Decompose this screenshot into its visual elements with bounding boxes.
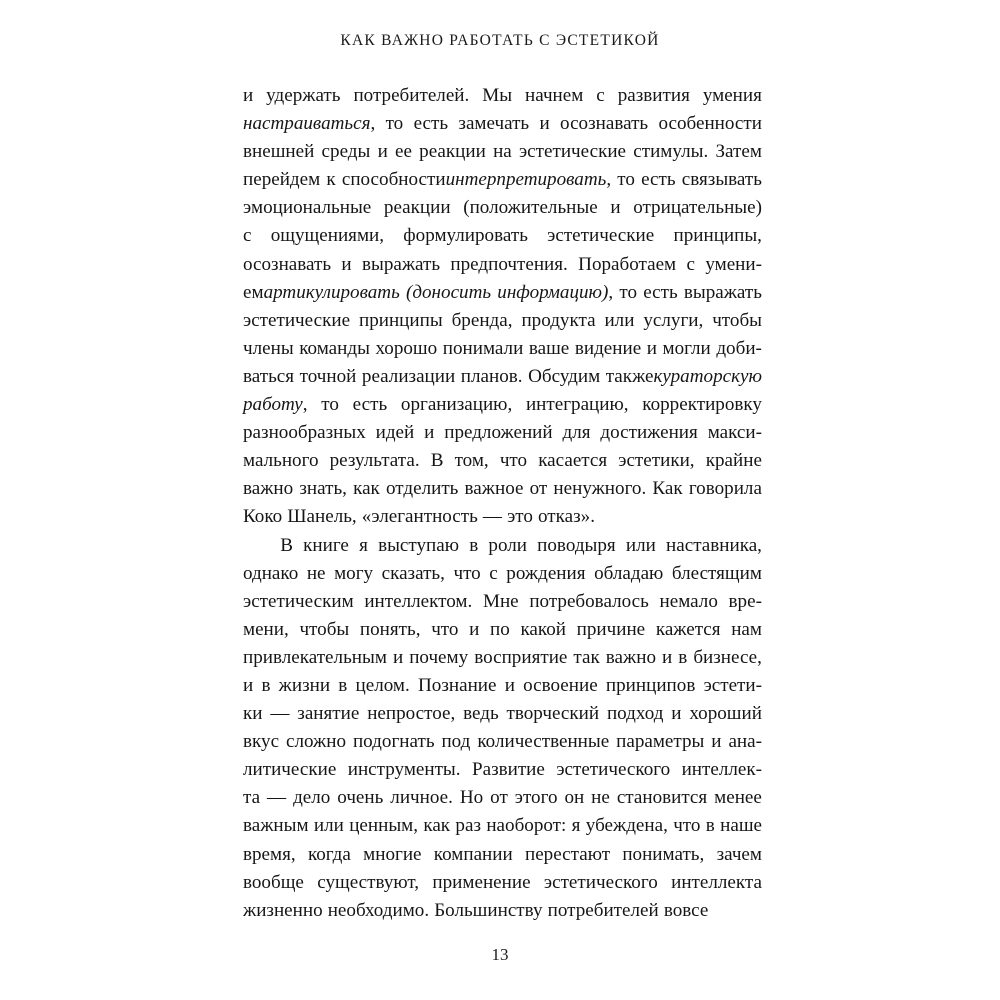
paragraph (243, 82, 762, 532)
text-line: время, когда многие компании перестают понимать, зачем (243, 843, 762, 865)
text-line: однако не могу сказать, что с рождения обладаю блестящим (243, 562, 762, 584)
text-line: В книге я выступаю в роли поводыря или наставника, (280, 534, 762, 556)
text-line: настраиваться, то есть замечать и осознавать особенности (243, 113, 762, 135)
text-line: и удержать потребителей. Мы начнем с развития умения (243, 85, 762, 106)
text-line: разнообразных идей и предложений для достижения макси- (243, 422, 762, 444)
text-line: привлекательным и почему восприятие так важно и в бизнесе, (243, 646, 762, 668)
text-line: с ощущениями, формулировать эстетические принципы, (243, 225, 762, 247)
text-line: вообще существуют, применение эстетического интеллекта (243, 871, 762, 893)
text-line: мени, чтобы понять, что и по какой причине кажется нам (243, 618, 762, 640)
text-line: емартикулировать (доносить информацию), то есть выражать (243, 281, 762, 303)
text-line: эмоциональные реакции (положительные и отрицательные) (243, 197, 762, 219)
running-head: КАК ВАЖНО РАБОТАТЬ С ЭСТЕТИКОЙ (340, 32, 660, 49)
text-line: мального результата. В том, что касается эстетики, крайне (243, 450, 762, 472)
text-line: ки — занятие непростое, ведь творческий подход и хороший (243, 703, 762, 725)
text-line: та — дело очень личное. Но от этого он не становится менее (243, 787, 762, 809)
text-line: Коко Шанель, «элегантность — это отказ». (243, 506, 595, 528)
text-line: осознавать и выражать предпочтения. Поработаем с умени- (243, 253, 762, 275)
text-line: жизненно необходимо. Большинству потребителей вовсе (243, 899, 709, 921)
text-line: члены команды хорошо понимали ваше видение и могли доби- (243, 337, 762, 359)
text-line: внешней среды и ее реакции на эстетические стимулы. Затем (243, 141, 762, 163)
text-line: и в жизни в целом. Познание и освоение принципов эстети- (243, 674, 762, 696)
text-line: эстетические принципы бренда, продукта или услуги, чтобы (243, 309, 762, 331)
body-text-block (243, 82, 762, 925)
text-line: работу, то есть организацию, интеграцию, корректировку (243, 394, 762, 416)
text-line: перейдем к способностиинтерпретировать, то есть связывать (243, 169, 762, 191)
text-line: вкус сложно подогнать под количественные параметры и ана- (243, 731, 762, 753)
text-line: эстетическим интеллектом. Мне потребовалось немало вре- (243, 590, 762, 612)
text-line: важным или ценным, как раз наоборот: я убеждена, что в наше (243, 815, 762, 837)
paragraph (243, 532, 762, 925)
page-number: 13 (491, 945, 509, 964)
text-line: важно знать, как отделить важное от ненужного. Как говорила (243, 478, 762, 500)
text-line: ваться точной реализации планов. Обсудим такжекураторскую (243, 365, 762, 387)
text-line: литические инструменты. Развитие эстетического интеллек- (243, 759, 762, 781)
